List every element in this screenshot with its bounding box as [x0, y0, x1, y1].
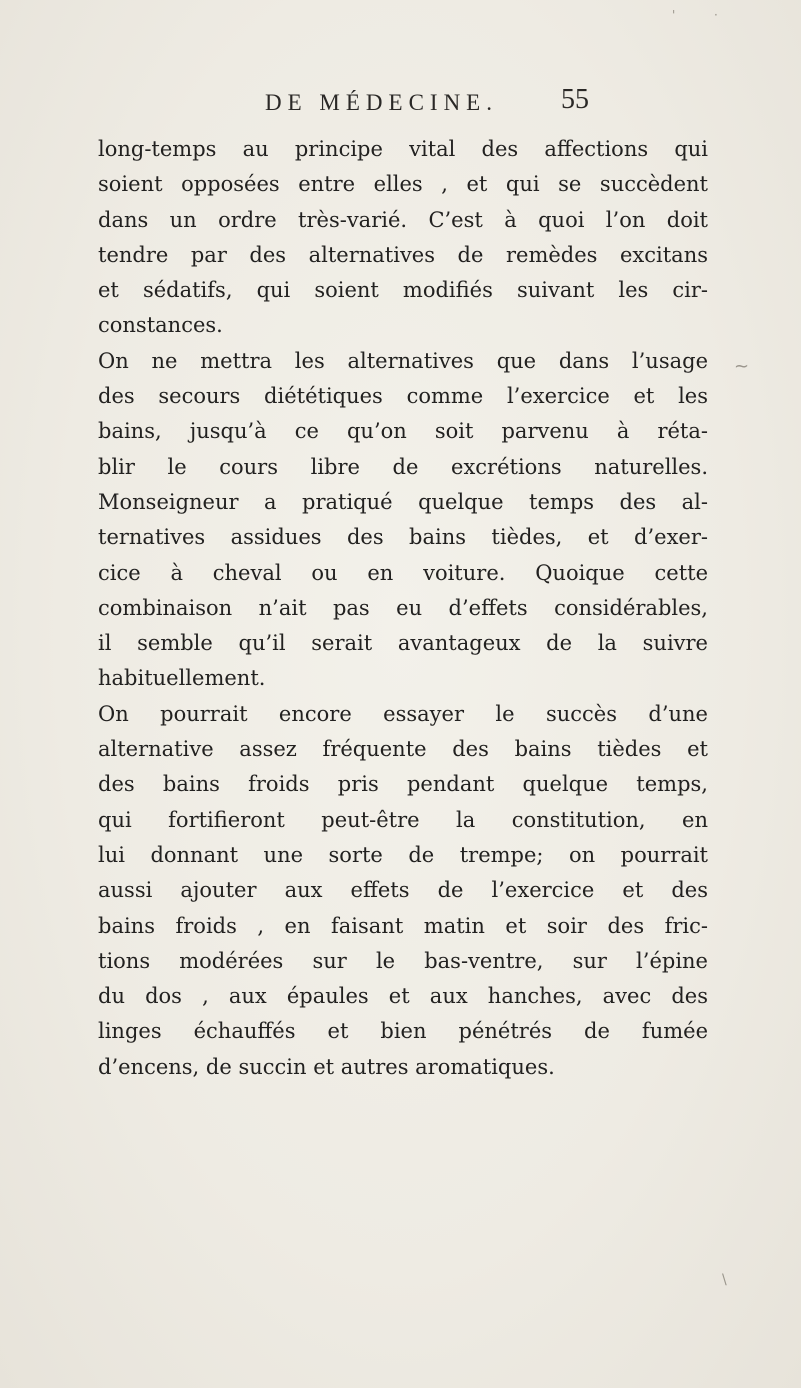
text-line: linges échauffés et bien pénétrés de fumée	[98, 1019, 708, 1044]
text-line: soient opposées entre elles , et qui se succèdent	[98, 172, 708, 197]
page-header	[0, 84, 801, 128]
text-line: tendre par des alternatives de remèdes excitans	[98, 242, 708, 267]
text-line: du dos , aux épaules et aux hanches, avec des	[98, 984, 708, 1009]
text-line: dans un ordre très-varié. C’est à quoi l’on doit	[98, 207, 708, 232]
text-line: et sédatifs, qui soient modifiés suivant les cir-	[98, 278, 708, 303]
text-line: des secours diététiques comme l’exercice et les	[98, 384, 708, 409]
text-line: alternative assez fréquente des bains tièdes et	[98, 737, 708, 762]
paper-speck: '	[672, 8, 676, 22]
text-line: blir le cours libre de excrétions naturelles.	[98, 454, 708, 479]
text-line: des bains froids pris pendant quelque temps,	[98, 772, 708, 797]
text-line: aussi ajouter aux effets de l’exercice et des	[98, 878, 708, 903]
body-text	[98, 132, 708, 1085]
text-line: habituellement.	[98, 666, 266, 691]
text-line: Monseigneur a pratiqué quelque temps des al-	[98, 489, 708, 514]
paper-speck: \	[722, 1272, 727, 1288]
text-line: ternatives assidues des bains tièdes, et d’exer-	[98, 525, 708, 550]
text-line: cice à cheval ou en voiture. Quoique cette	[98, 560, 708, 585]
text-line: bains, jusqu’à ce qu’on soit parvenu à réta-	[98, 419, 708, 444]
text-line: d’encens, de succin et autres aromatiques.	[98, 1054, 555, 1079]
paper-speck: ~	[734, 356, 750, 377]
text-line: lui donnant une sorte de trempe; on pourrait	[98, 842, 708, 867]
running-head: DE MÉDECINE.	[265, 90, 498, 115]
text-line: il semble qu’il serait avantageux de la suivre	[98, 631, 708, 656]
text-line: qui fortifieront peut-être la constitution, en	[98, 807, 708, 832]
page-number: 55	[561, 84, 589, 115]
text-line: constances.	[98, 313, 223, 338]
text-line: On ne mettra les alternatives que dans l’usage	[98, 348, 708, 373]
text-line: bains froids , en faisant matin et soir des fric-	[98, 913, 708, 938]
text-line: combinaison n’ait pas eu d’effets considérables,	[98, 595, 708, 620]
paper-speck: ·	[714, 8, 718, 22]
text-line: long-temps au principe vital des affections qui	[98, 137, 708, 161]
text-line: On pourrait encore essayer le succès d’une	[98, 701, 708, 726]
text-line: tions modérées sur le bas-ventre, sur l’épine	[98, 948, 708, 973]
